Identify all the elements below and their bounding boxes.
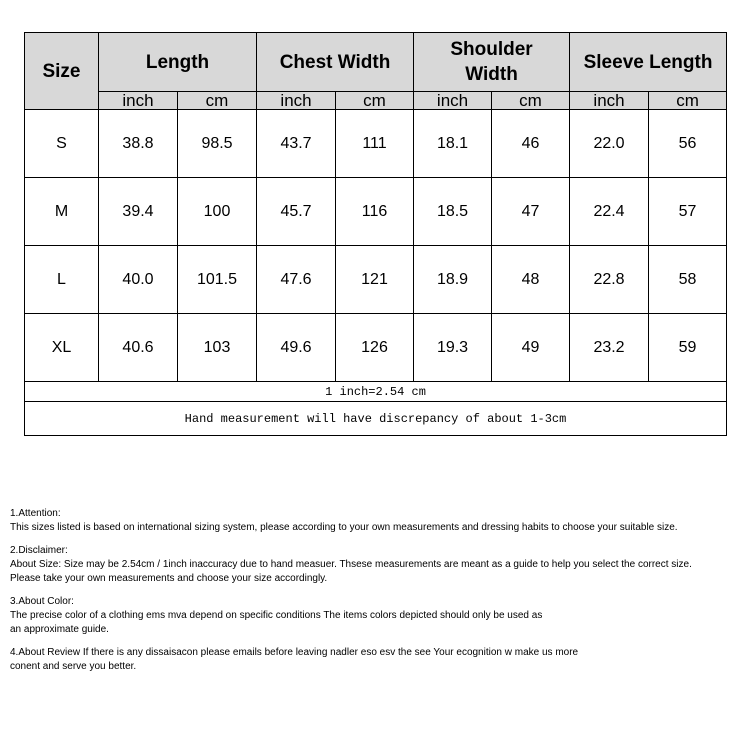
size-label: M [25, 178, 99, 246]
table-cell: 18.5 [414, 178, 492, 246]
disclaimer-line-1: About Size: Size may be 2.54cm / 1inch inaccuracy due to hand measuer. Thsese measurements are meant as a guide to help you select the correct size. [10, 559, 692, 570]
table-row [25, 314, 727, 382]
table-cell: 116 [336, 178, 414, 246]
header-row [25, 33, 727, 92]
size-label: L [25, 246, 99, 314]
unit-cell: cm [336, 92, 414, 110]
conversion-row [25, 382, 727, 402]
attention-block [10, 507, 745, 535]
color-line-1: The precise color of a clothing ems mva depend on specific conditions The items colors depicted should only be used as [10, 610, 543, 621]
unit-cell: cm [649, 92, 727, 110]
table-cell: 19.3 [414, 314, 492, 382]
notes-section [10, 507, 745, 683]
discrepancy-note: Hand measurement will have discrepancy of about 1-3cm [25, 402, 727, 436]
table-cell: 103 [178, 314, 257, 382]
disclaimer-block [10, 544, 745, 586]
table-cell: 48 [492, 246, 570, 314]
table-cell: 59 [649, 314, 727, 382]
table-cell: 47 [492, 178, 570, 246]
table-cell: 39.4 [99, 178, 178, 246]
review-line-2: conent and serve you better. [10, 661, 137, 672]
table-cell: 101.5 [178, 246, 257, 314]
header-shoulder-line2: Width [465, 64, 518, 85]
unit-cell: inch [99, 92, 178, 110]
table-cell: 22.8 [570, 246, 649, 314]
table-cell: 46 [492, 110, 570, 178]
attention-title: 1.Attention: [10, 508, 61, 519]
table-cell: 100 [178, 178, 257, 246]
units-row [25, 92, 727, 110]
table-cell: 58 [649, 246, 727, 314]
header-shoulder-width [414, 33, 570, 92]
table-cell: 98.5 [178, 110, 257, 178]
table-cell: 47.6 [257, 246, 336, 314]
color-block [10, 595, 745, 637]
color-line-2: an approximate guide. [10, 624, 109, 635]
table-cell: 126 [336, 314, 414, 382]
review-line-1: 4.About Review If there is any dissaisacon please emails before leaving nadler eso esv the see Your ecognition w make us more [10, 647, 579, 658]
table-cell: 18.1 [414, 110, 492, 178]
unit-cell: inch [570, 92, 649, 110]
table-cell: 49.6 [257, 314, 336, 382]
table-cell: 38.8 [99, 110, 178, 178]
header-length: Length [99, 33, 257, 92]
table-cell: 40.6 [99, 314, 178, 382]
disclaimer-line-2: Please take your own measurements and choose your size accordingly. [10, 573, 328, 584]
table-cell: 43.7 [257, 110, 336, 178]
table-cell: 111 [336, 110, 414, 178]
review-block [10, 646, 745, 674]
table-cell: 22.0 [570, 110, 649, 178]
size-label: S [25, 110, 99, 178]
attention-text: This sizes listed is based on international sizing system, please according to your own measurements and dressing habits to choose your suitable size. [10, 522, 678, 533]
table-row [25, 178, 727, 246]
table-cell: 18.9 [414, 246, 492, 314]
table-cell: 49 [492, 314, 570, 382]
unit-cell: cm [178, 92, 257, 110]
table-cell: 40.0 [99, 246, 178, 314]
header-shoulder-line1: Shoulder [450, 39, 533, 60]
unit-cell: cm [492, 92, 570, 110]
discrepancy-row [25, 402, 727, 436]
size-label: XL [25, 314, 99, 382]
table-cell: 57 [649, 178, 727, 246]
header-chest-width: Chest Width [257, 33, 414, 92]
header-sleeve-length: Sleeve Length [570, 33, 727, 92]
unit-cell: inch [414, 92, 492, 110]
conversion-note: 1 inch=2.54 cm [25, 382, 727, 402]
table-cell: 22.4 [570, 178, 649, 246]
table-cell: 56 [649, 110, 727, 178]
table-row [25, 246, 727, 314]
table-cell: 121 [336, 246, 414, 314]
unit-cell: inch [257, 92, 336, 110]
header-size: Size [25, 33, 99, 110]
size-chart-table [24, 32, 727, 436]
disclaimer-title: 2.Disclaimer: [10, 545, 68, 556]
table-cell: 45.7 [257, 178, 336, 246]
color-title: 3.About Color: [10, 596, 74, 607]
table-cell: 23.2 [570, 314, 649, 382]
table-row [25, 110, 727, 178]
